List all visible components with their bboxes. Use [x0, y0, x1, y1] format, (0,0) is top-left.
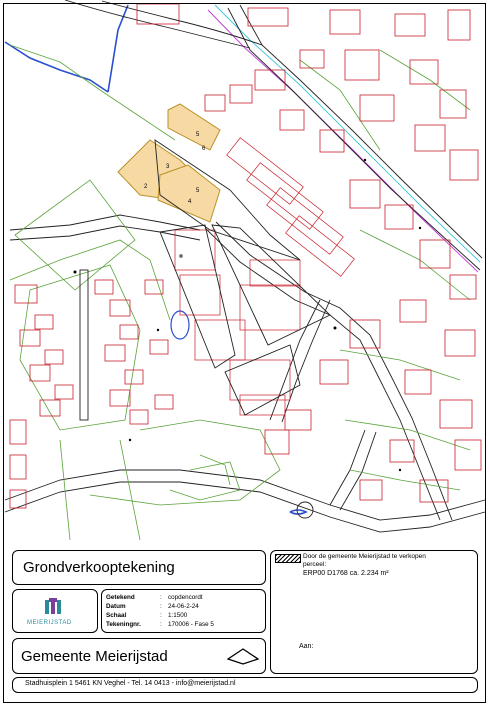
organization-name: Gemeente Meierijstad [21, 648, 168, 665]
drawing-title: Grondverkooptekening [23, 559, 175, 576]
meta-row-drawing-number: Tekeningnr. : 170006 - Fase 5 [106, 621, 214, 628]
recipient-label: Aan: [299, 643, 314, 650]
logo-block [12, 589, 98, 633]
address-footer [12, 677, 478, 693]
north-arrow-icon [227, 647, 259, 665]
logo-wordmark: MEIERIJSTAD [27, 620, 72, 626]
svg-text:4: 4 [188, 199, 192, 205]
svg-text:2: 2 [144, 184, 148, 190]
legend-description-cont: perceel: [303, 561, 327, 568]
sale-parcel-hatch-swatch [275, 554, 301, 563]
organization-block [12, 638, 266, 674]
drawing-metadata [101, 589, 266, 633]
meierijstad-logo-icon [43, 596, 67, 616]
legend-block [270, 550, 478, 674]
svg-text:3: 3 [166, 164, 170, 170]
title-block [12, 550, 266, 585]
svg-text:5: 5 [196, 132, 200, 138]
meta-row-drawn-by: Getekend : copdencordt [106, 594, 203, 601]
address-text: Stadhuisplein 1 5461 KN Veghel - Tel. 14 0413 - info@meierijstad.nl [25, 680, 236, 687]
svg-text:5: 5 [196, 188, 200, 194]
meta-row-scale: Schaal : 1:1500 [106, 612, 188, 619]
legend-description: Door de gemeente Meierijstad te verkopen [303, 553, 426, 560]
meta-row-date: Datum : 24-06-2-24 [106, 603, 199, 610]
parcel-id: ERP00 D1768 ca. 2.234 m² [303, 570, 389, 577]
svg-text:6: 6 [202, 146, 206, 152]
